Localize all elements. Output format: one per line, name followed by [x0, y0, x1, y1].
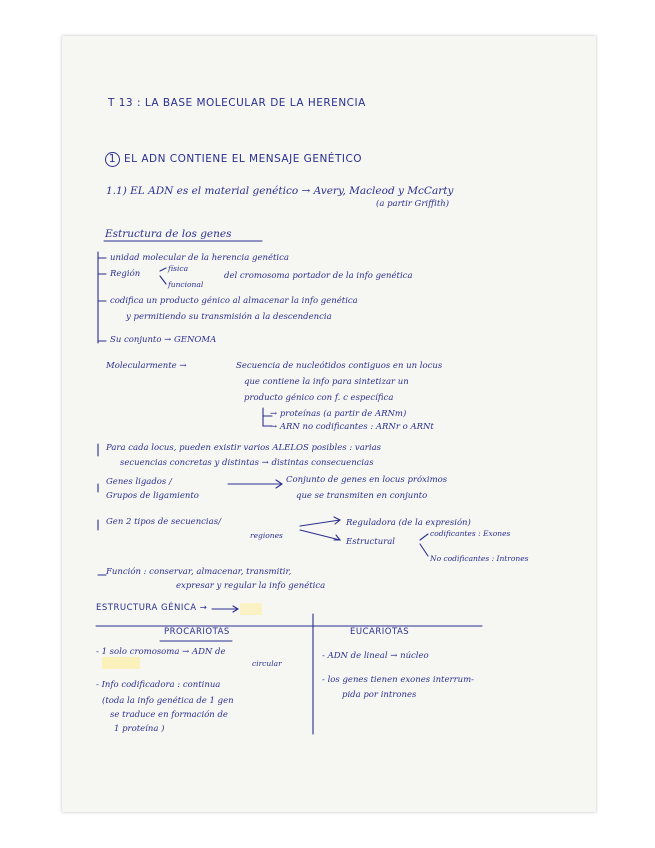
ligados-text: que se transmiten en conjunto [296, 491, 428, 501]
list-item: y permitiendo su transmisión a la descendencia [126, 312, 332, 322]
list-item: funcional [168, 280, 204, 289]
highlight-mark [240, 603, 262, 615]
procariotas-item: - Info codificadora : continua [96, 680, 221, 690]
molecular-line: producto génico con f. c específica [244, 393, 394, 403]
molecular-branch: → ARN no codificantes : ARNr o ARNt [270, 422, 434, 432]
funcion-line: expresar y regular la info genética [176, 581, 326, 591]
tipo-codificantes: codificantes : Exones [430, 529, 511, 538]
list-item: unidad molecular de la herencia genética [110, 253, 289, 263]
subsection-note: (a partir Griffith) [376, 199, 450, 209]
estructura-heading: Estructura de los genes [105, 228, 232, 240]
tipos-label: regiones [250, 531, 283, 540]
estructura-genica-label: ESTRUCTURA GÉNICA → [96, 603, 208, 613]
section-heading: EL ADN CONTIENE EL MENSAJE GENÉTICO [124, 153, 363, 165]
alelos-line: Para cada locus, pueden existir varios ALELOS posibles : varias [106, 443, 382, 453]
procariotas-item: - 1 solo cromosoma → ADN de [96, 647, 226, 657]
tipo-reguladora: Reguladora (de la expresión) [346, 518, 471, 528]
procariotas-item: (toda la info genética de 1 gen [102, 696, 234, 706]
funcion-line: Función : conservar, almacenar, transmitir, [106, 567, 292, 577]
tipo-estructural: Estructural [346, 537, 396, 547]
procariotas-heading: PROCARIOTAS [164, 627, 230, 637]
molecular-label: Molecularmente → [106, 361, 187, 371]
subsection-line: 1.1) EL ADN es el material genético → Avery, Macleod y McCarty [106, 185, 454, 197]
eucariotas-heading: EUCARIOTAS [350, 627, 410, 637]
eucariotas-item: pida por intrones [342, 690, 417, 700]
section-number-circle: 1 [105, 152, 120, 167]
molecular-line: Secuencia de nucleótidos contiguos en un locus [236, 361, 443, 371]
list-item: codifica un producto génico al almacenar la info genética [110, 296, 358, 306]
procariotas-item: 1 proteína ) [114, 724, 165, 734]
list-item: del cromosoma portador de la info genética [224, 271, 413, 281]
ligados-label: Grupos de ligamiento [106, 491, 199, 501]
eucariotas-item: - los genes tienen exones interrum- [322, 675, 475, 685]
ligados-label: Genes ligados / [106, 477, 172, 487]
list-item: Región [110, 269, 141, 279]
page-title: T 13 : LA BASE MOLECULAR DE LA HERENCIA [108, 97, 366, 109]
tipos-label: Gen 2 tipos de secuencias/ [106, 517, 221, 527]
procariotas-item: se traduce en formación de [110, 710, 228, 720]
alelos-line: secuencias concretas y distintas → distintas consecuencias [120, 458, 374, 468]
ligados-text: Conjunto de genes en locus próximos [286, 475, 448, 485]
molecular-branch: → proteínas (a partir de ARNm) [270, 409, 407, 419]
list-item: Su conjunto → GENOMA [110, 335, 217, 345]
eucariotas-item: - ADN de lineal → núcleo [322, 651, 429, 661]
list-item: física [168, 264, 189, 273]
procariotas-item: circular [252, 659, 282, 668]
molecular-line: que contiene la info para sintetizar un [244, 377, 409, 387]
highlight-mark [102, 657, 140, 669]
tipo-no-codificantes: No codificantes : Intrones [430, 554, 529, 563]
